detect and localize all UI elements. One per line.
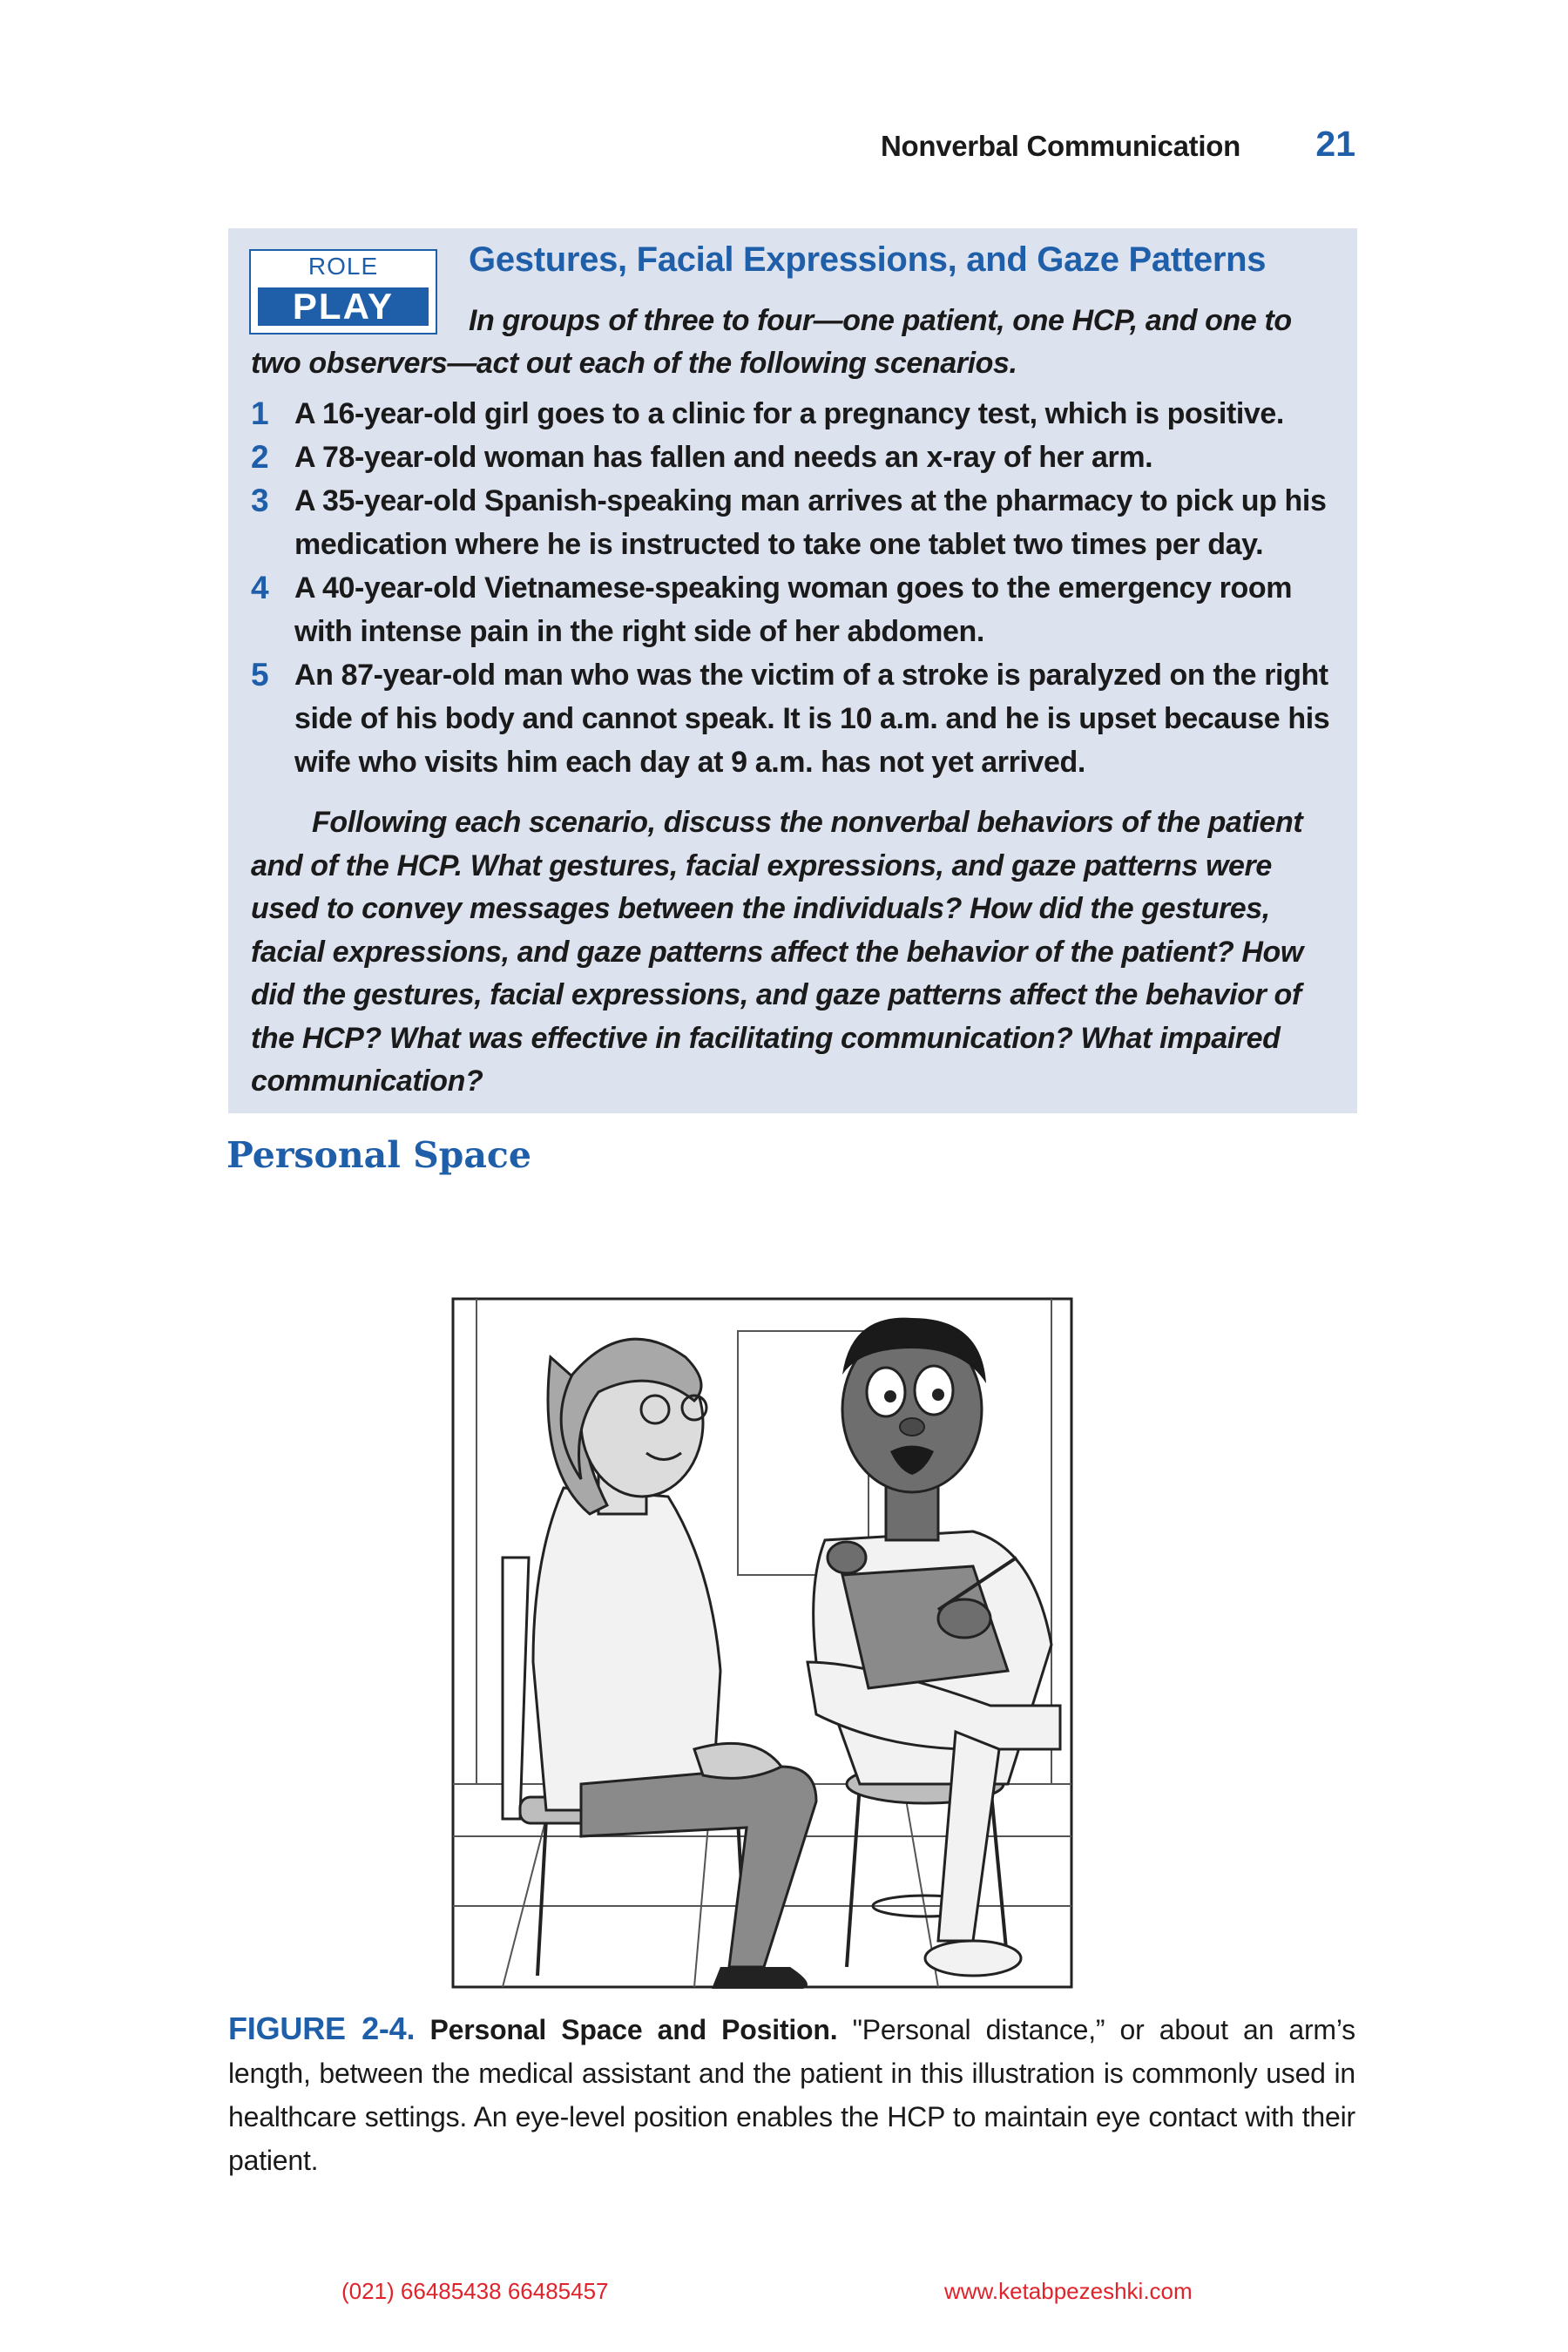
scenario-text: A 40-year-old Vietnamese-speaking woman goes to the emergency room with intense pain in the right side of her abdomen.	[294, 571, 1293, 648]
logo-bottom-text: PLAY	[258, 287, 429, 326]
roleplay-box	[228, 228, 1357, 1113]
scenario-item	[251, 392, 1342, 436]
running-head	[0, 124, 1355, 165]
scenario-text: A 35-year-old Spanish-speaking man arrives at the pharmacy to pick up his medication where he is instructed to take one tablet two times per day.	[294, 484, 1327, 561]
scenario-number: 1	[251, 395, 269, 431]
logo-top-text: ROLE	[308, 253, 379, 280]
footer-phone: (021) 66485438 66485457	[341, 2278, 609, 2304]
roleplay-title: Gestures, Facial Expressions, and Gaze Patterns	[469, 240, 1267, 279]
scenario-item	[251, 479, 1342, 566]
figure-title: Personal Space and Position.	[429, 2014, 838, 2045]
figure-label: FIGURE 2-4.	[228, 2011, 416, 2046]
running-title: Nonverbal Communication	[880, 130, 1240, 162]
section-heading: Personal Space	[226, 1134, 531, 1176]
scenario-number: 3	[251, 483, 269, 518]
scenario-text: A 16-year-old girl goes to a clinic for a pregnancy test, which is positive.	[294, 397, 1284, 430]
scenario-number: 2	[251, 439, 269, 475]
roleplay-intro: In groups of three to four—one patient, one HCP, and one to two observers—act out each of the following scenarios.	[251, 304, 1292, 380]
scenario-text: An 87-year-old man who was the victim of a stroke is paralyzed on the right side of his body and cannot speak. It is 10 a.m. and he is upset because his wife who visits him each day at 9 a.m. has not yet arrived.	[294, 659, 1330, 779]
figure-caption	[228, 2007, 1355, 2182]
scenario-number: 5	[251, 657, 269, 693]
discussion-text: Following each scenario, discuss the nonverbal behaviors of the patient and of the HCP. What gestures, facial expressions, and gaze patterns were used to convey messages between the individuals? How did the gestures, facial expressions, and gaze patterns affect the behavior of the patient? How did the gestures, facial expressions, and gaze patterns affect the behavior of the HCP? What was effective in facilitating communication? What impaired communication?	[251, 806, 1303, 1098]
page-number: 21	[1315, 124, 1355, 164]
scenario-item	[251, 436, 1342, 479]
footer-url: www.ketabpezeshki.com	[944, 2278, 1193, 2304]
scenario-text: A 78-year-old woman has fallen and needs an x-ray of her arm.	[294, 441, 1153, 474]
personal-space-illustration	[450, 1296, 1074, 1990]
scenario-item	[251, 653, 1342, 784]
scenario-item	[251, 566, 1342, 653]
scenario-number: 4	[251, 570, 269, 605]
figure-caption-text: "Personal distance,” or about an arm’s length, between the medical assistant and the patient in this illustration is commonly used in healthcare settings. An eye-level position enables the HCP to maintain eye contact with their patient.	[228, 2014, 1355, 2176]
scenario-list	[251, 392, 1342, 784]
